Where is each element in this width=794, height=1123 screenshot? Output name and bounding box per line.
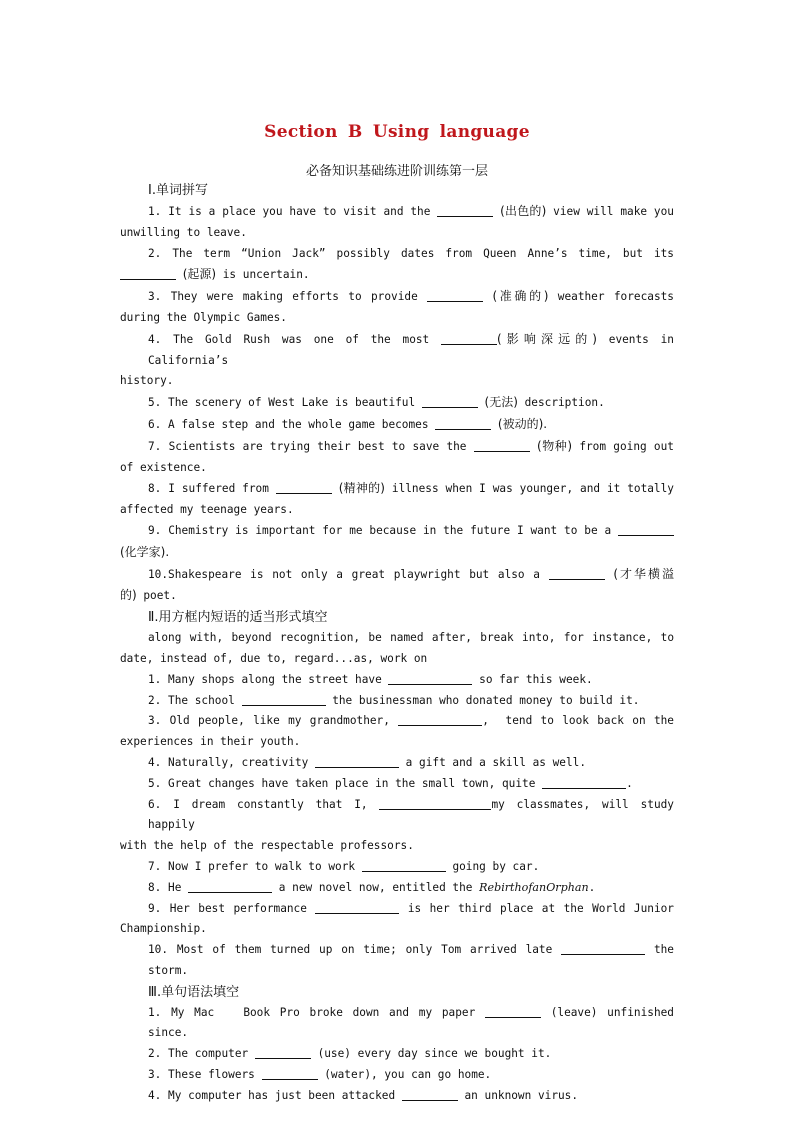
- answer-blank[interactable]: [561, 942, 645, 955]
- phrase-box: along with, beyond recognition, be named after, break into, for instance, to date, instead of, due to, regard...as, work on: [120, 631, 674, 665]
- list-item: 2. The computer (use) every day since we bought it.: [148, 1047, 552, 1061]
- answer-blank[interactable]: [618, 523, 674, 536]
- section-heading-phrases: Ⅱ.用方框内短语的适当形式填空: [148, 610, 328, 626]
- list-item: 5. Great changes have taken place in the small town, quite .: [148, 776, 633, 790]
- answer-blank[interactable]: [437, 204, 493, 217]
- answer-blank[interactable]: [276, 481, 332, 494]
- list-item: 9. Chemistry is important for me because in the future I want to be a (化学家).: [120, 521, 674, 564]
- list-item: 10. Most of them turned up on time; only Tom arrived late the storm.: [148, 943, 674, 977]
- answer-blank[interactable]: [388, 672, 472, 685]
- answer-blank[interactable]: [542, 776, 626, 789]
- list-item: 1. It is a place you have to visit and the (出色的) view will make you unwilling to leave.: [120, 204, 674, 239]
- list-item: 3. They were making efforts to provide (准确的) weather forecasts during the Olympic Games.: [120, 289, 674, 324]
- answer-blank[interactable]: [549, 567, 605, 580]
- list-item: 6. A false step and the whole game becomes (被动的).: [148, 416, 548, 431]
- answer-blank[interactable]: [120, 267, 176, 280]
- answer-blank[interactable]: [379, 797, 491, 810]
- answer-blank[interactable]: [242, 693, 326, 706]
- section-heading-spelling: Ⅰ.单词拼写: [148, 183, 208, 198]
- answer-blank[interactable]: [362, 859, 446, 872]
- worksheet-body: [120, 180, 674, 1107]
- answer-blank[interactable]: [262, 1067, 318, 1080]
- book-title: RebirthofanOrphan: [479, 880, 589, 894]
- list-item: 8. He a new novel now, entitled the RebirthofanOrphan.: [148, 880, 596, 894]
- answer-blank[interactable]: [398, 713, 482, 726]
- answer-blank[interactable]: [485, 1005, 541, 1018]
- list-item: 4. Naturally, creativity a gift and a skill as well.: [148, 755, 587, 769]
- answer-blank[interactable]: [315, 901, 399, 914]
- list-item: 10.Shakespeare is not only a great playwright but also a (才华横溢 的) poet.: [120, 566, 675, 603]
- list-item: 1. My Mac Book Pro broke down and my paper (leave) unfinished since.: [148, 1005, 674, 1040]
- list-item: 4. The Gold Rush was one of the most (影响深远的) events in California’s history.: [120, 331, 674, 388]
- answer-blank[interactable]: [255, 1046, 311, 1059]
- list-item: 3. These flowers (water), you can go home.: [148, 1068, 492, 1082]
- list-item: 3. Old people, like my grandmother, , tend to look back on the experiences in their youth.: [120, 714, 674, 749]
- list-item: 2. The term “Union Jack” possibly dates from Queen Anne’s time, but its (起源) is uncertain.: [120, 244, 674, 287]
- list-item: 9. Her best performance is her third place at the World Junior Championship.: [120, 901, 674, 936]
- list-item: 4. My computer has just been attacked an unknown virus.: [148, 1088, 579, 1102]
- list-item: 7. Now I prefer to walk to work going by car.: [148, 859, 540, 873]
- answer-blank[interactable]: [427, 289, 483, 302]
- answer-blank[interactable]: [402, 1088, 458, 1101]
- list-item: 7. Scientists are trying their best to save the (物种) from going out of existence.: [120, 438, 674, 474]
- page-subtitle: 必备知识基础练进阶训练第一层: [305, 164, 488, 179]
- answer-blank[interactable]: [441, 332, 497, 345]
- answer-blank[interactable]: [188, 880, 272, 893]
- list-item: 1. Many shops along the street have so far this week.: [148, 672, 593, 686]
- answer-blank[interactable]: [422, 395, 478, 408]
- list-item: 5. The scenery of West Lake is beautiful (无法) description.: [148, 395, 605, 410]
- list-item: 8. I suffered from (精神的) illness when I was younger, and it totally affected my teenage years.: [120, 481, 674, 517]
- answer-blank[interactable]: [435, 417, 491, 430]
- answer-blank[interactable]: [474, 439, 530, 452]
- list-item: 2. The school the businessman who donated money to build it.: [148, 693, 640, 707]
- answer-blank[interactable]: [315, 755, 399, 768]
- page-title: Section B Using language: [264, 122, 530, 142]
- section-heading-grammar: Ⅲ.单句语法填空: [148, 984, 240, 1000]
- list-item: 6. I dream constantly that I, my classmates, will study happily with the help of the respectable professors.: [120, 797, 674, 853]
